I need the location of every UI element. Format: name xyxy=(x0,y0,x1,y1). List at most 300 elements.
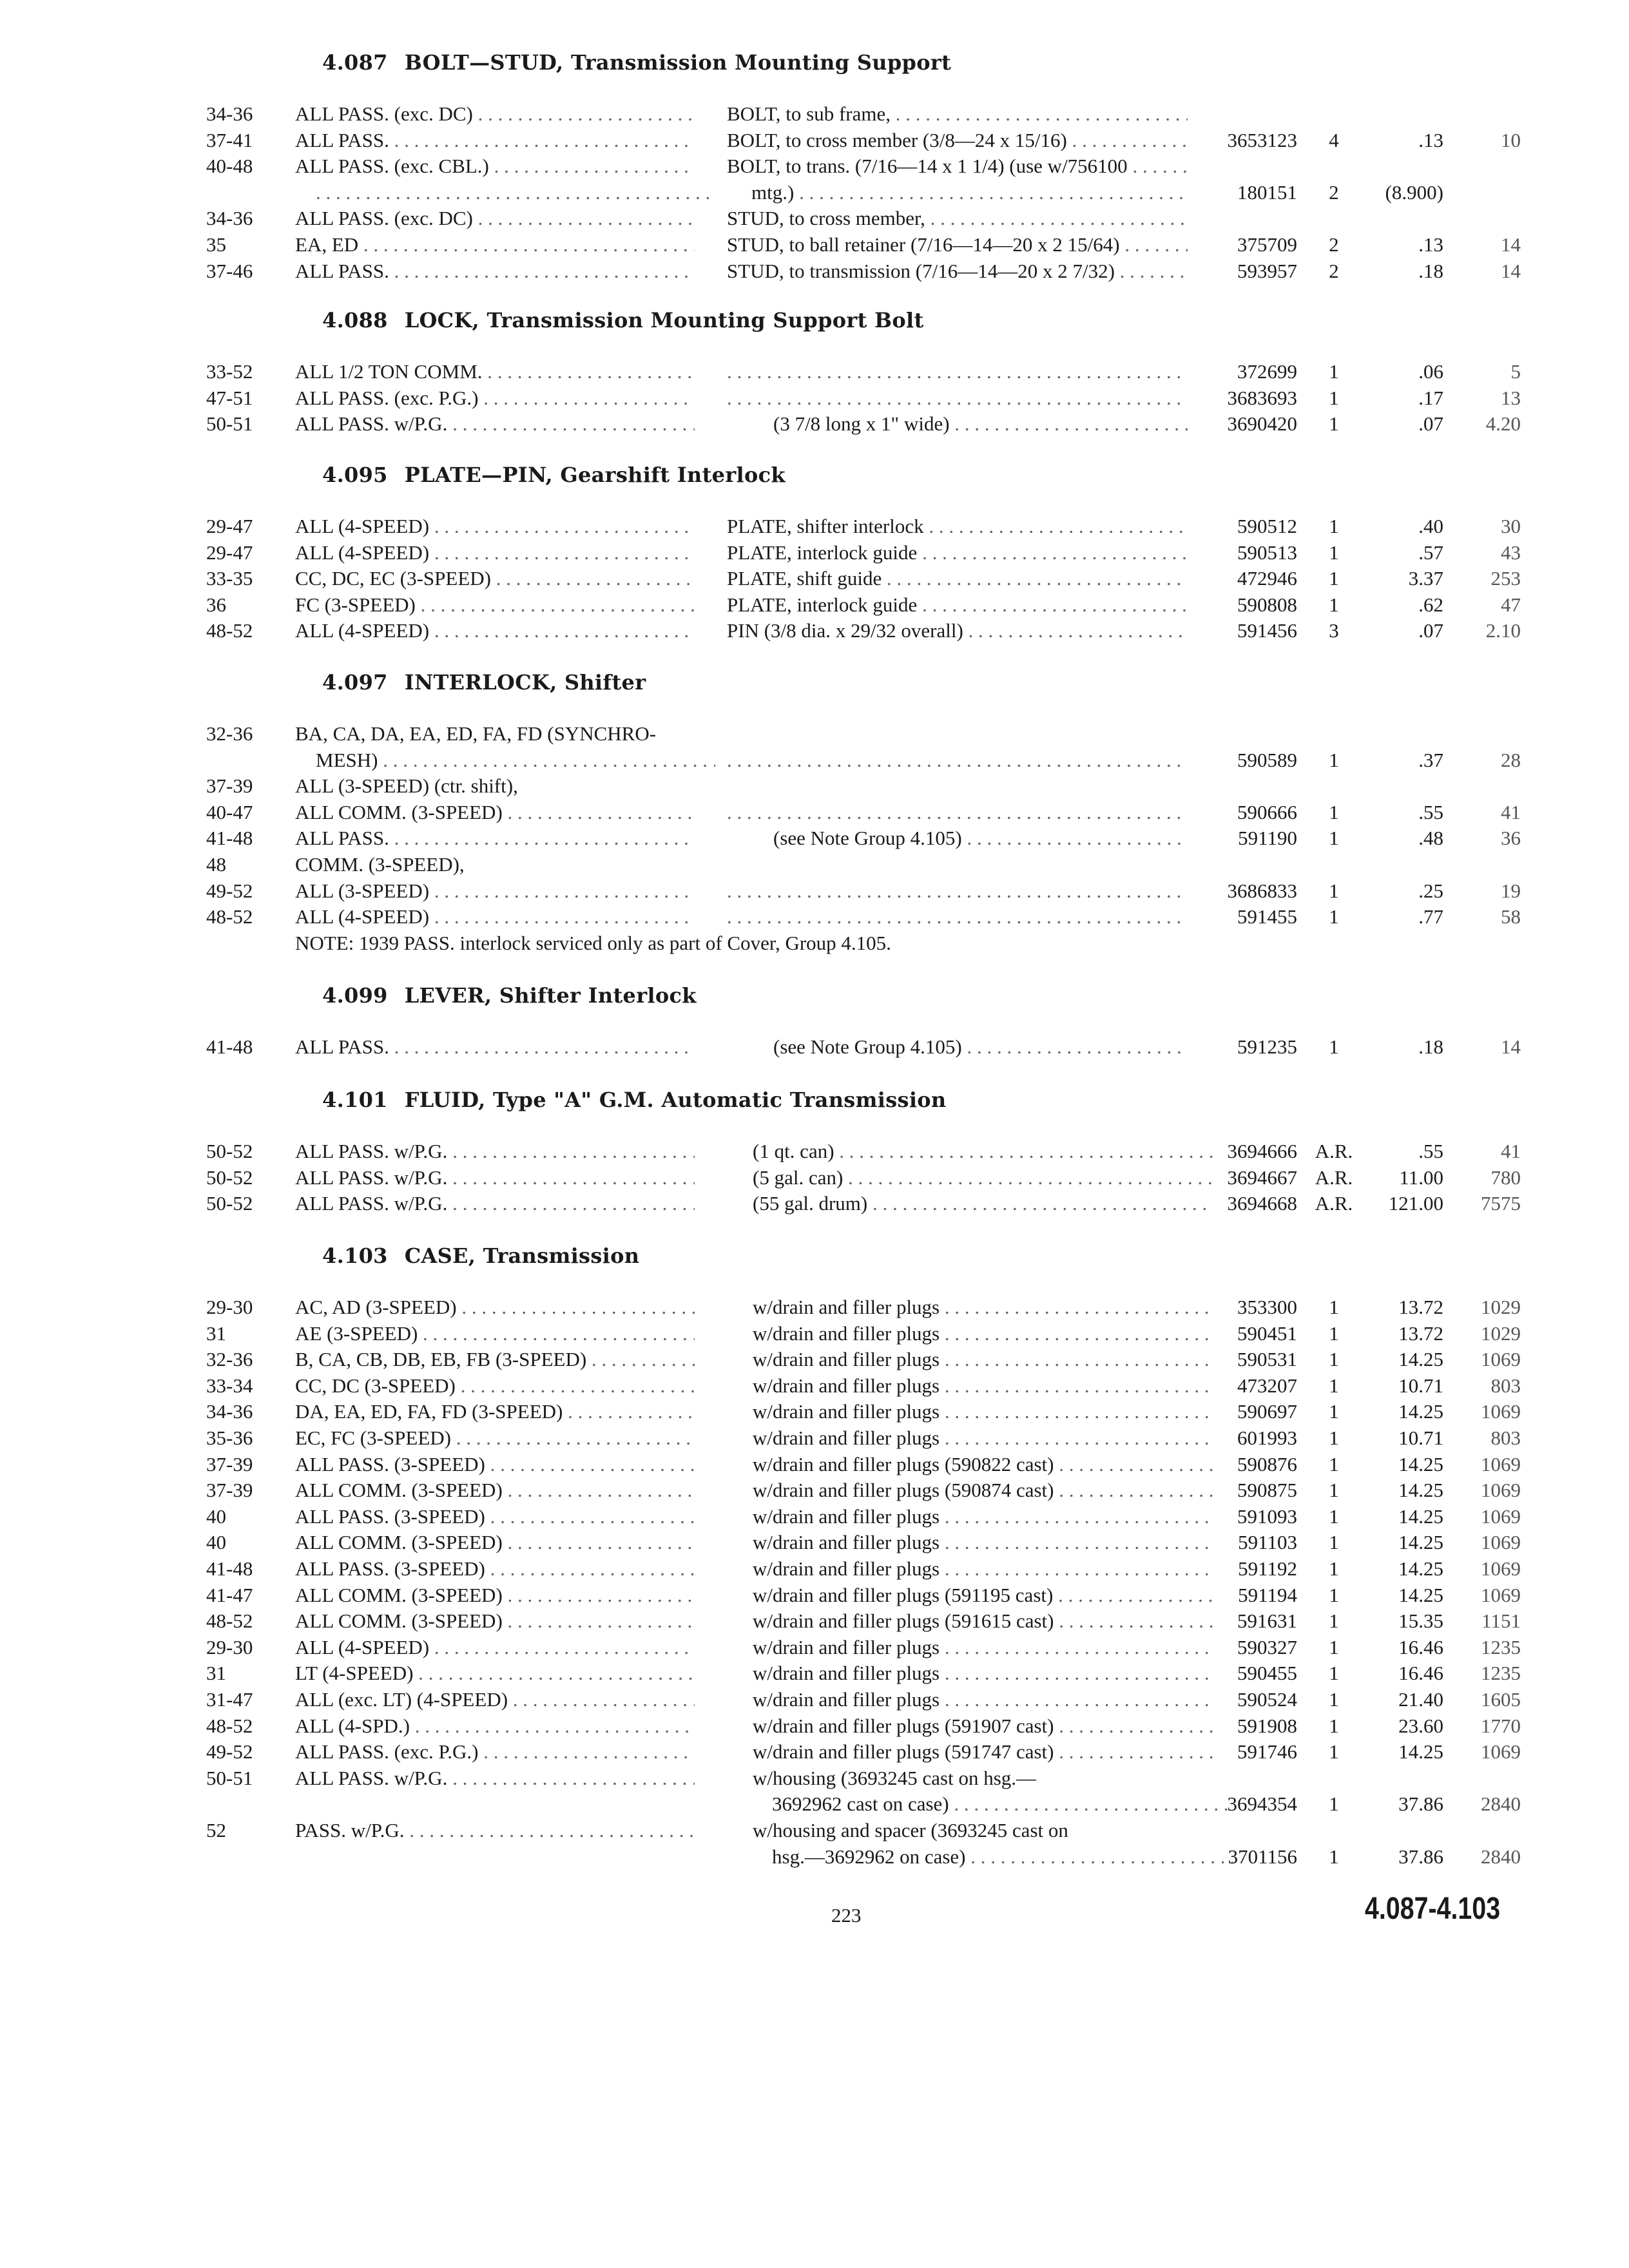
price-code: 43 xyxy=(1501,541,1521,564)
model-text: ALL PASS. (exc. P.G.) . . . xyxy=(295,387,695,409)
description-text: BOLT, to cross member (3/8—24 x 15/16) . . . xyxy=(727,129,1188,151)
description-cell xyxy=(753,1660,1213,1687)
quantity: 1 xyxy=(1329,1636,1339,1658)
part-number: 3694668 xyxy=(1227,1192,1297,1215)
note-text: NOTE: 1939 PASS. interlock serviced only as part of Cover, Group 4.105. xyxy=(295,932,891,954)
quantity: 1 xyxy=(1329,1322,1339,1345)
description-cell xyxy=(753,1582,1213,1609)
list-price: 11.00 xyxy=(1399,1166,1443,1189)
table-row xyxy=(0,1398,1629,1425)
list-price: 15.35 xyxy=(1398,1610,1443,1632)
part-number: 180151 xyxy=(1237,181,1297,204)
model-text: ALL (4-SPEED) . . . xyxy=(295,905,695,928)
section-title: CASE, Transmission xyxy=(404,1244,640,1268)
description-cell xyxy=(727,539,1188,566)
description-cell xyxy=(727,179,1188,206)
description-cell xyxy=(753,1608,1213,1635)
year-range: 34-36 xyxy=(206,1400,253,1423)
section-number: 4.087 xyxy=(322,50,388,75)
list-price: .77 xyxy=(1418,905,1443,928)
section-number: 4.099 xyxy=(322,983,388,1008)
part-number: 591455 xyxy=(1237,905,1297,928)
description-cell xyxy=(753,1713,1213,1740)
price-code: 5 xyxy=(1510,360,1521,383)
table-row xyxy=(0,385,1629,412)
section-heading xyxy=(322,1088,947,1112)
part-number: 472946 xyxy=(1237,567,1297,590)
year-range: 48-52 xyxy=(206,619,253,642)
quantity: 1 xyxy=(1329,1531,1339,1553)
list-price: .57 xyxy=(1418,541,1443,564)
year-range: 35-36 xyxy=(206,1427,253,1449)
list-price: 10.71 xyxy=(1398,1374,1443,1397)
description-cell xyxy=(753,1765,1213,1792)
description-text: w/drain and filler plugs . . . xyxy=(753,1557,1213,1580)
description-cell xyxy=(753,1164,1213,1191)
price-code: 36 xyxy=(1501,827,1521,849)
quantity: A.R. xyxy=(1315,1166,1353,1189)
model-cell xyxy=(295,101,695,128)
year-range: 40-47 xyxy=(206,801,253,823)
table-row xyxy=(0,1164,1629,1191)
model-cell xyxy=(295,153,695,180)
model-cell xyxy=(295,1817,695,1844)
price-code: 1029 xyxy=(1481,1296,1521,1318)
part-number: 3686833 xyxy=(1227,879,1297,902)
model-cell xyxy=(295,1738,695,1765)
table-row xyxy=(0,410,1629,437)
quantity: 1 xyxy=(1329,515,1339,537)
table-row xyxy=(0,205,1629,232)
model-cell xyxy=(295,1164,695,1191)
model-text: ALL COMM. (3-SPEED) . . . xyxy=(295,1479,695,1501)
year-range: 50-51 xyxy=(206,1767,253,1789)
model-text: ALL (4-SPEED) . . . xyxy=(295,1636,695,1658)
description-cell xyxy=(727,799,1188,826)
year-range: 31-47 xyxy=(206,1688,253,1711)
table-row xyxy=(0,1294,1629,1321)
model-text: DA, EA, ED, FA, FD (3-SPEED) . . . xyxy=(295,1400,695,1423)
description-cell xyxy=(753,1555,1213,1582)
part-number: 590808 xyxy=(1237,593,1297,616)
model-cell xyxy=(295,591,695,619)
list-price: 13.72 xyxy=(1398,1296,1443,1318)
model-cell xyxy=(295,1713,695,1740)
list-price: 10.71 xyxy=(1398,1427,1443,1449)
model-cell xyxy=(295,1503,695,1530)
model-cell xyxy=(295,1686,695,1713)
model-cell xyxy=(295,565,695,592)
table-row xyxy=(0,1320,1629,1347)
quantity: 1 xyxy=(1329,749,1339,771)
model-cell xyxy=(295,1033,695,1061)
model-cell xyxy=(295,825,695,852)
year-range: 50-51 xyxy=(206,412,253,435)
year-range: 32-36 xyxy=(206,1348,253,1370)
model-cell xyxy=(316,179,715,206)
description-cell xyxy=(727,565,1188,592)
description-text: w/drain and filler plugs . . . xyxy=(753,1374,1213,1397)
price-code: 1029 xyxy=(1481,1322,1521,1345)
description-cell xyxy=(753,1738,1213,1765)
section-range: 4.087-4.103 xyxy=(1365,1892,1501,1926)
model-cell xyxy=(295,1582,695,1609)
table-row xyxy=(0,1686,1629,1713)
quantity: 1 xyxy=(1329,541,1339,564)
part-number: 3690420 xyxy=(1227,412,1297,435)
price-code: 803 xyxy=(1490,1427,1521,1449)
part-number: 3653123 xyxy=(1227,129,1297,151)
description-cell xyxy=(727,1033,1188,1061)
model-text: EC, FC (3-SPEED) . . . xyxy=(295,1427,695,1449)
description-cell xyxy=(753,1503,1213,1530)
description-cell xyxy=(753,1686,1213,1713)
model-cell xyxy=(295,720,695,747)
model-text: ALL PASS. (3-SPEED) . . . xyxy=(295,1557,695,1580)
part-number: 3694667 xyxy=(1227,1166,1297,1189)
section-heading xyxy=(322,983,697,1008)
description-text: PLATE, interlock guide . . . xyxy=(727,541,1188,564)
description-text: w/drain and filler plugs (590822 cast) . . . xyxy=(753,1453,1213,1475)
price-code: 7575 xyxy=(1481,1192,1521,1215)
description-text: (55 gal. drum) . . . xyxy=(753,1192,1213,1215)
year-range: 41-47 xyxy=(206,1584,253,1606)
part-number: 590697 xyxy=(1237,1400,1297,1423)
section-title: BOLT—STUD, Transmission Mounting Support xyxy=(404,50,952,75)
table-row xyxy=(0,1555,1629,1582)
price-code: 58 xyxy=(1501,905,1521,928)
table-row xyxy=(0,1033,1629,1061)
year-range: 41-48 xyxy=(206,1035,253,1058)
description-text: STUD, to cross member, . . . xyxy=(727,207,1188,229)
section-title: FLUID, Type "A" G.M. Automatic Transmission xyxy=(404,1088,947,1112)
model-text: ALL PASS. . . . xyxy=(295,827,695,849)
section-number: 4.097 xyxy=(322,670,388,695)
price-code: 1069 xyxy=(1481,1505,1521,1528)
table-row xyxy=(0,358,1629,385)
table-row xyxy=(0,1190,1629,1217)
price-code: 14 xyxy=(1501,1035,1521,1058)
model-text: ALL PASS. (exc. DC) . . . xyxy=(295,102,695,125)
model-cell xyxy=(316,747,715,774)
year-range: 37-39 xyxy=(206,1453,253,1475)
part-number: 591631 xyxy=(1237,1610,1297,1632)
quantity: 1 xyxy=(1329,1557,1339,1580)
quantity: 1 xyxy=(1329,1505,1339,1528)
description-cell xyxy=(727,903,1188,930)
description-text: STUD, to transmission (7/16—14—20 x 2 7/32) . . . xyxy=(727,260,1188,282)
model-text: ALL (exc. LT) (4-SPEED) . . . xyxy=(295,1688,695,1711)
description-text: (see Note Group 4.105) . . . xyxy=(773,827,1188,849)
table-row xyxy=(0,1529,1629,1556)
model-text: ALL (4-SPD.) . . . xyxy=(295,1715,695,1737)
price-code: 47 xyxy=(1501,593,1521,616)
price-code: 10 xyxy=(1501,129,1521,151)
description-text: w/drain and filler plugs . . . xyxy=(753,1427,1213,1449)
year-range: 49-52 xyxy=(206,1740,253,1763)
list-price: .40 xyxy=(1418,515,1443,537)
description-text: w/housing (3693245 cast on hsg.— xyxy=(753,1767,1037,1789)
description-cell xyxy=(772,1843,1233,1870)
model-text: BA, CA, DA, EA, ED, FA, FD (SYNCHRO- xyxy=(295,722,657,745)
table-row xyxy=(0,127,1629,154)
year-range: 33-52 xyxy=(206,360,253,383)
list-price: 3.37 xyxy=(1408,567,1443,590)
model-cell xyxy=(295,1346,695,1373)
model-text: LT (4-SPEED) . . . xyxy=(295,1662,695,1684)
table-row xyxy=(0,1608,1629,1635)
price-code: 1069 xyxy=(1481,1348,1521,1370)
table-row xyxy=(0,1477,1629,1504)
list-price: .18 xyxy=(1418,260,1443,282)
part-number: 353300 xyxy=(1237,1296,1297,1318)
table-row xyxy=(0,101,1629,128)
description-text: w/housing and spacer (3693245 cast on xyxy=(753,1819,1068,1841)
model-cell xyxy=(295,258,695,285)
model-text: ALL (4-SPEED) . . . xyxy=(295,515,695,537)
description-text: BOLT, to trans. (7/16—14 x 1 1/4) (use w/756100 . . . xyxy=(727,155,1188,177)
year-range: 31 xyxy=(206,1662,226,1684)
model-cell xyxy=(295,358,695,385)
list-price: 13.72 xyxy=(1398,1322,1443,1345)
section-title: LOCK, Transmission Mounting Support Bolt xyxy=(404,308,924,332)
price-code: 30 xyxy=(1501,515,1521,537)
list-price: .25 xyxy=(1418,879,1443,902)
list-price: .07 xyxy=(1418,412,1443,435)
year-range: 50-52 xyxy=(206,1166,253,1189)
description-cell xyxy=(727,591,1188,619)
table-row xyxy=(0,773,1629,800)
table-row xyxy=(0,799,1629,826)
part-number: 590451 xyxy=(1237,1322,1297,1345)
quantity: 1 xyxy=(1329,1453,1339,1475)
year-range: 50-52 xyxy=(206,1192,253,1215)
model-text: PASS. w/P.G. . . . xyxy=(295,1819,695,1841)
model-text: ALL COMM. (3-SPEED) . . . xyxy=(295,1610,695,1632)
description-cell xyxy=(753,1451,1213,1478)
description-cell xyxy=(727,410,1188,437)
model-cell xyxy=(295,1529,695,1556)
table-row xyxy=(0,258,1629,285)
price-code: 780 xyxy=(1490,1166,1521,1189)
year-range: 29-47 xyxy=(206,515,253,537)
quantity: 1 xyxy=(1329,879,1339,902)
model-cell xyxy=(295,205,695,232)
description-text: w/drain and filler plugs . . . xyxy=(753,1400,1213,1423)
part-number: 591194 xyxy=(1238,1584,1297,1606)
price-code: 1069 xyxy=(1481,1479,1521,1501)
year-range: 35 xyxy=(206,233,226,256)
section-number: 4.088 xyxy=(322,308,388,332)
description-text: hsg.—3692962 on case) . . . xyxy=(772,1845,1233,1868)
model-text: ALL (4-SPEED) . . . xyxy=(295,619,695,642)
price-code: 13 xyxy=(1501,387,1521,409)
price-code: 1069 xyxy=(1481,1400,1521,1423)
description-cell xyxy=(727,878,1188,905)
description-cell xyxy=(753,1320,1213,1347)
year-range: 32-36 xyxy=(206,722,253,745)
part-number: 590327 xyxy=(1237,1636,1297,1658)
table-row xyxy=(0,1843,1629,1870)
section-title: INTERLOCK, Shifter xyxy=(404,670,646,695)
part-number: 591190 xyxy=(1238,827,1297,849)
model-cell xyxy=(295,1477,695,1504)
description-cell xyxy=(772,1791,1233,1818)
description-text: w/drain and filler plugs (591747 cast) . . . xyxy=(753,1740,1213,1763)
model-cell xyxy=(295,851,695,878)
section-heading xyxy=(322,50,951,75)
list-price: 37.86 xyxy=(1398,1792,1443,1815)
model-text: ALL (3-SPEED) (ctr. shift), xyxy=(295,774,518,797)
quantity: 1 xyxy=(1329,593,1339,616)
year-range: 36 xyxy=(206,593,226,616)
quantity: 1 xyxy=(1329,412,1339,435)
table-row xyxy=(0,617,1629,644)
list-price: 14.25 xyxy=(1398,1479,1443,1501)
section-heading xyxy=(322,1244,639,1268)
part-number: 372699 xyxy=(1237,360,1297,383)
list-price: .13 xyxy=(1418,129,1443,151)
description-cell xyxy=(753,1346,1213,1373)
description-cell xyxy=(727,617,1188,644)
part-number: 590666 xyxy=(1237,801,1297,823)
price-code: 14 xyxy=(1501,260,1521,282)
model-text: ALL PASS. . . . xyxy=(295,260,695,282)
section-number: 4.101 xyxy=(322,1088,388,1112)
description-cell xyxy=(727,513,1188,540)
model-cell xyxy=(295,1660,695,1687)
quantity: 1 xyxy=(1329,360,1339,383)
description-text: w/drain and filler plugs . . . xyxy=(753,1296,1213,1318)
quantity: 4 xyxy=(1329,129,1339,151)
description-cell xyxy=(753,1634,1213,1661)
price-code: 1235 xyxy=(1481,1662,1521,1684)
list-price: 14.25 xyxy=(1398,1348,1443,1370)
price-code: 41 xyxy=(1501,801,1521,823)
year-range: 41-48 xyxy=(206,827,253,849)
table-row xyxy=(0,1817,1629,1844)
model-text: ALL COMM. (3-SPEED) . . . xyxy=(295,1531,695,1553)
section-heading xyxy=(322,308,924,332)
model-cell xyxy=(295,1190,695,1217)
table-row xyxy=(0,1765,1629,1792)
description-text: mtg.) . . . xyxy=(727,181,1188,204)
model-cell xyxy=(295,1634,695,1661)
table-row xyxy=(0,1138,1629,1165)
model-text: ALL PASS. . . . xyxy=(295,1035,695,1058)
quantity: 2 xyxy=(1329,233,1339,256)
quantity: 1 xyxy=(1329,1610,1339,1632)
model-text: MESH) . . . xyxy=(316,749,715,771)
description-cell xyxy=(753,1190,1213,1217)
description-text: w/drain and filler plugs . . . xyxy=(753,1348,1213,1370)
list-price: .07 xyxy=(1418,619,1443,642)
price-code: 1069 xyxy=(1481,1557,1521,1580)
description-text: w/drain and filler plugs . . . xyxy=(753,1636,1213,1658)
description-cell xyxy=(727,101,1188,128)
model-cell xyxy=(295,1138,695,1165)
list-price: .18 xyxy=(1418,1035,1443,1058)
description-text: (see Note Group 4.105) . . . xyxy=(773,1035,1188,1058)
part-number: 601993 xyxy=(1237,1427,1297,1449)
list-price: 14.25 xyxy=(1398,1557,1443,1580)
model-text: ALL PASS. (exc. DC) . . . xyxy=(295,207,695,229)
section-heading xyxy=(322,463,786,487)
quantity: A.R. xyxy=(1315,1140,1353,1162)
list-price: 14.25 xyxy=(1398,1740,1443,1763)
table-row xyxy=(0,825,1629,852)
table-row xyxy=(0,565,1629,592)
part-number: 3694354 xyxy=(1227,1792,1297,1815)
description-cell xyxy=(727,231,1188,258)
description-text: STUD, to ball retainer (7/16—14—20 x 2 15/64) . . . xyxy=(727,233,1188,256)
part-number: 591235 xyxy=(1237,1035,1297,1058)
list-price: 37.86 xyxy=(1398,1845,1443,1868)
table-row xyxy=(0,1713,1629,1740)
description-text: PLATE, interlock guide . . . xyxy=(727,593,1188,616)
table-row xyxy=(0,1582,1629,1609)
model-cell xyxy=(295,127,695,154)
price-code: 14 xyxy=(1501,233,1521,256)
model-text: AC, AD (3-SPEED) . . . xyxy=(295,1296,695,1318)
quantity: 1 xyxy=(1329,1400,1339,1423)
part-number: 591746 xyxy=(1237,1740,1297,1763)
table-row xyxy=(0,231,1629,258)
quantity: 1 xyxy=(1329,801,1339,823)
section-note xyxy=(0,930,1629,957)
model-cell xyxy=(295,513,695,540)
table-row xyxy=(0,1372,1629,1399)
price-code: 1069 xyxy=(1481,1740,1521,1763)
table-row xyxy=(0,591,1629,619)
table-row xyxy=(0,1791,1629,1818)
year-range: 40 xyxy=(206,1531,226,1553)
year-range: 37-46 xyxy=(206,260,253,282)
description-text: PLATE, shift guide . . . xyxy=(727,567,1188,590)
description-cell xyxy=(753,1425,1213,1452)
description-text: w/drain and filler plugs (591195 cast) . . . xyxy=(753,1584,1213,1606)
description-cell xyxy=(727,825,1188,852)
part-number: 3694666 xyxy=(1227,1140,1297,1162)
year-range: 37-39 xyxy=(206,1479,253,1501)
price-code: 2840 xyxy=(1481,1845,1521,1868)
quantity: 1 xyxy=(1329,827,1339,849)
description-text: (3 7/8 long x 1" wide) . . . xyxy=(773,412,1188,435)
table-row xyxy=(0,513,1629,540)
quantity: 3 xyxy=(1329,619,1339,642)
price-code: 1770 xyxy=(1481,1715,1521,1737)
section-number: 4.103 xyxy=(322,1244,388,1268)
model-text: COMM. (3-SPEED), xyxy=(295,853,465,876)
price-code: 1605 xyxy=(1481,1688,1521,1711)
model-cell xyxy=(295,410,695,437)
year-range: 49-52 xyxy=(206,879,253,902)
quantity: 1 xyxy=(1329,1584,1339,1606)
price-code: 2840 xyxy=(1481,1792,1521,1815)
table-row xyxy=(0,903,1629,930)
model-cell xyxy=(295,617,695,644)
list-price: 14.25 xyxy=(1398,1531,1443,1553)
table-row xyxy=(0,851,1629,878)
table-row xyxy=(0,1634,1629,1661)
part-number: 591456 xyxy=(1237,619,1297,642)
model-text: CC, DC (3-SPEED) . . . xyxy=(295,1374,695,1397)
year-range: 48 xyxy=(206,853,226,876)
price-code: 253 xyxy=(1490,567,1521,590)
model-text: ALL PASS. w/P.G. . . . xyxy=(295,412,695,435)
description-text: PLATE, shifter interlock . . . xyxy=(727,515,1188,537)
list-price: .55 xyxy=(1418,801,1443,823)
